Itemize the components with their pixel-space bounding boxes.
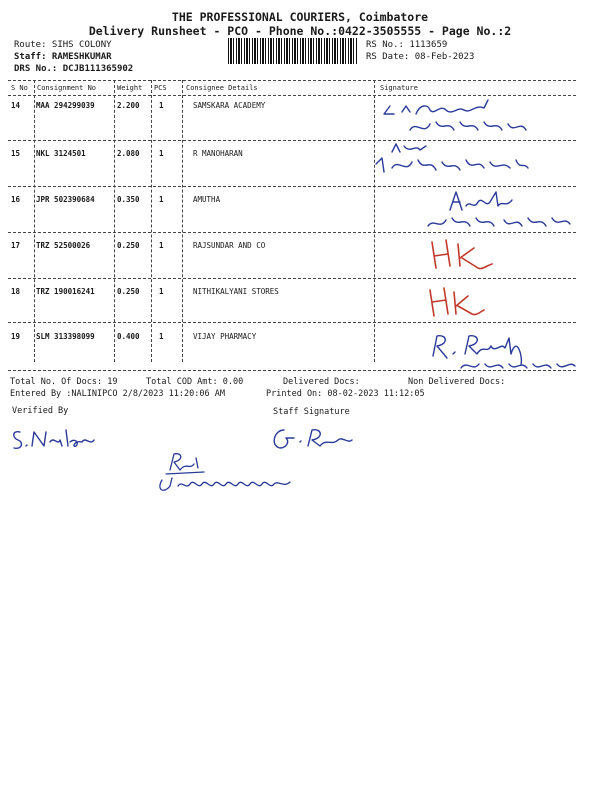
row-consignment: TRZ 52500026 [36, 241, 91, 250]
column-divider [34, 80, 35, 362]
rs-date: RS Date: 08-Feb-2023 [366, 52, 475, 62]
signature-row-14 [380, 96, 560, 140]
table-top-rule [8, 80, 576, 81]
company-title: THE PROFESSIONAL COURIERS, Coimbatore [171, 10, 429, 24]
row-pcs: 1 [159, 332, 164, 341]
col-header-pcs: PCS [154, 84, 167, 92]
delivered-docs: Delivered Docs: [283, 377, 360, 387]
signature-row-17 [420, 236, 500, 276]
non-delivered-docs: Non Delivered Docs: [408, 377, 506, 387]
column-divider [374, 80, 375, 362]
row-consignment: TRZ 190016241 [36, 287, 95, 296]
signature-row-18 [420, 282, 500, 322]
runsheet-title: Delivery Runsheet - PCO - Phone No.:0422-3505555 - Page No.:2 [88, 24, 512, 38]
row-pcs: 1 [159, 195, 164, 204]
column-divider [114, 80, 115, 362]
signature-row-16 [420, 186, 580, 232]
row-pcs: 1 [159, 149, 164, 158]
row-weight: 0.400 [117, 332, 140, 341]
staff-label: Staff: RAMESHKUMAR [14, 52, 112, 62]
col-header-sno: S No [11, 84, 28, 92]
total-docs: Total No. Of Docs: 19 [10, 377, 118, 387]
total-cod: Total COD Amt: 0.00 [146, 377, 244, 387]
row-sno: 18 [11, 287, 21, 296]
row-consignee: NITHIKALYANI STORES [193, 287, 279, 296]
row-pcs: 1 [159, 101, 164, 110]
handwritten-note [150, 450, 310, 500]
row-weight: 2.080 [117, 149, 140, 158]
row-divider [8, 140, 576, 141]
rs-number: RS No.: 1113659 [366, 40, 448, 50]
row-weight: 2.200 [117, 101, 140, 110]
row-consignment: JPR 502390684 [36, 195, 95, 204]
row-consignment: NKL 3124501 [36, 149, 86, 158]
route-label: Route: SIHS COLONY [14, 40, 112, 50]
column-divider [182, 80, 183, 362]
row-consignee: R MANOHARAN [193, 149, 243, 158]
row-sno: 16 [11, 195, 21, 204]
row-divider [8, 232, 576, 233]
row-sno: 14 [11, 101, 21, 110]
row-divider [8, 322, 576, 323]
verified-by-label: Verified By [12, 406, 69, 416]
printed-on: Printed On: 08-02-2023 11:12:05 [266, 389, 425, 399]
row-consignee: VIJAY PHARMACY [193, 332, 257, 341]
col-header-signature: Signature [380, 84, 418, 92]
row-consignment: SLM 313398099 [36, 332, 95, 341]
drs-number: DRS No.: DCJB111365902 [14, 64, 134, 74]
row-consignee: RAJSUNDAR AND CO [193, 241, 266, 250]
row-divider [8, 278, 576, 279]
row-weight: 0.250 [117, 287, 140, 296]
row-weight: 0.250 [117, 241, 140, 250]
row-sno: 15 [11, 149, 21, 158]
signature-row-15 [370, 142, 540, 186]
signature-row-19 [425, 330, 585, 376]
row-consignee: AMUTHA [193, 195, 221, 204]
col-header-consignment: Consignment No [37, 84, 97, 92]
staff-signature-label: Staff Signature [273, 407, 350, 417]
row-sno: 17 [11, 241, 21, 250]
column-divider [151, 80, 152, 362]
barcode [228, 38, 358, 64]
col-header-consignee: Consignee Details [186, 84, 258, 92]
row-sno: 19 [11, 332, 21, 341]
row-consignment: MAA 294299039 [36, 101, 95, 110]
row-weight: 0.350 [117, 195, 140, 204]
row-pcs: 1 [159, 287, 164, 296]
verified-signature [10, 424, 100, 454]
entered-by: Entered By :NALINIPCO 2/8/2023 11:20:06 AM [10, 389, 225, 399]
row-pcs: 1 [159, 241, 164, 250]
col-header-weight: Weight [117, 84, 143, 92]
row-consignee: SAMSKARA ACADEMY [193, 101, 266, 110]
